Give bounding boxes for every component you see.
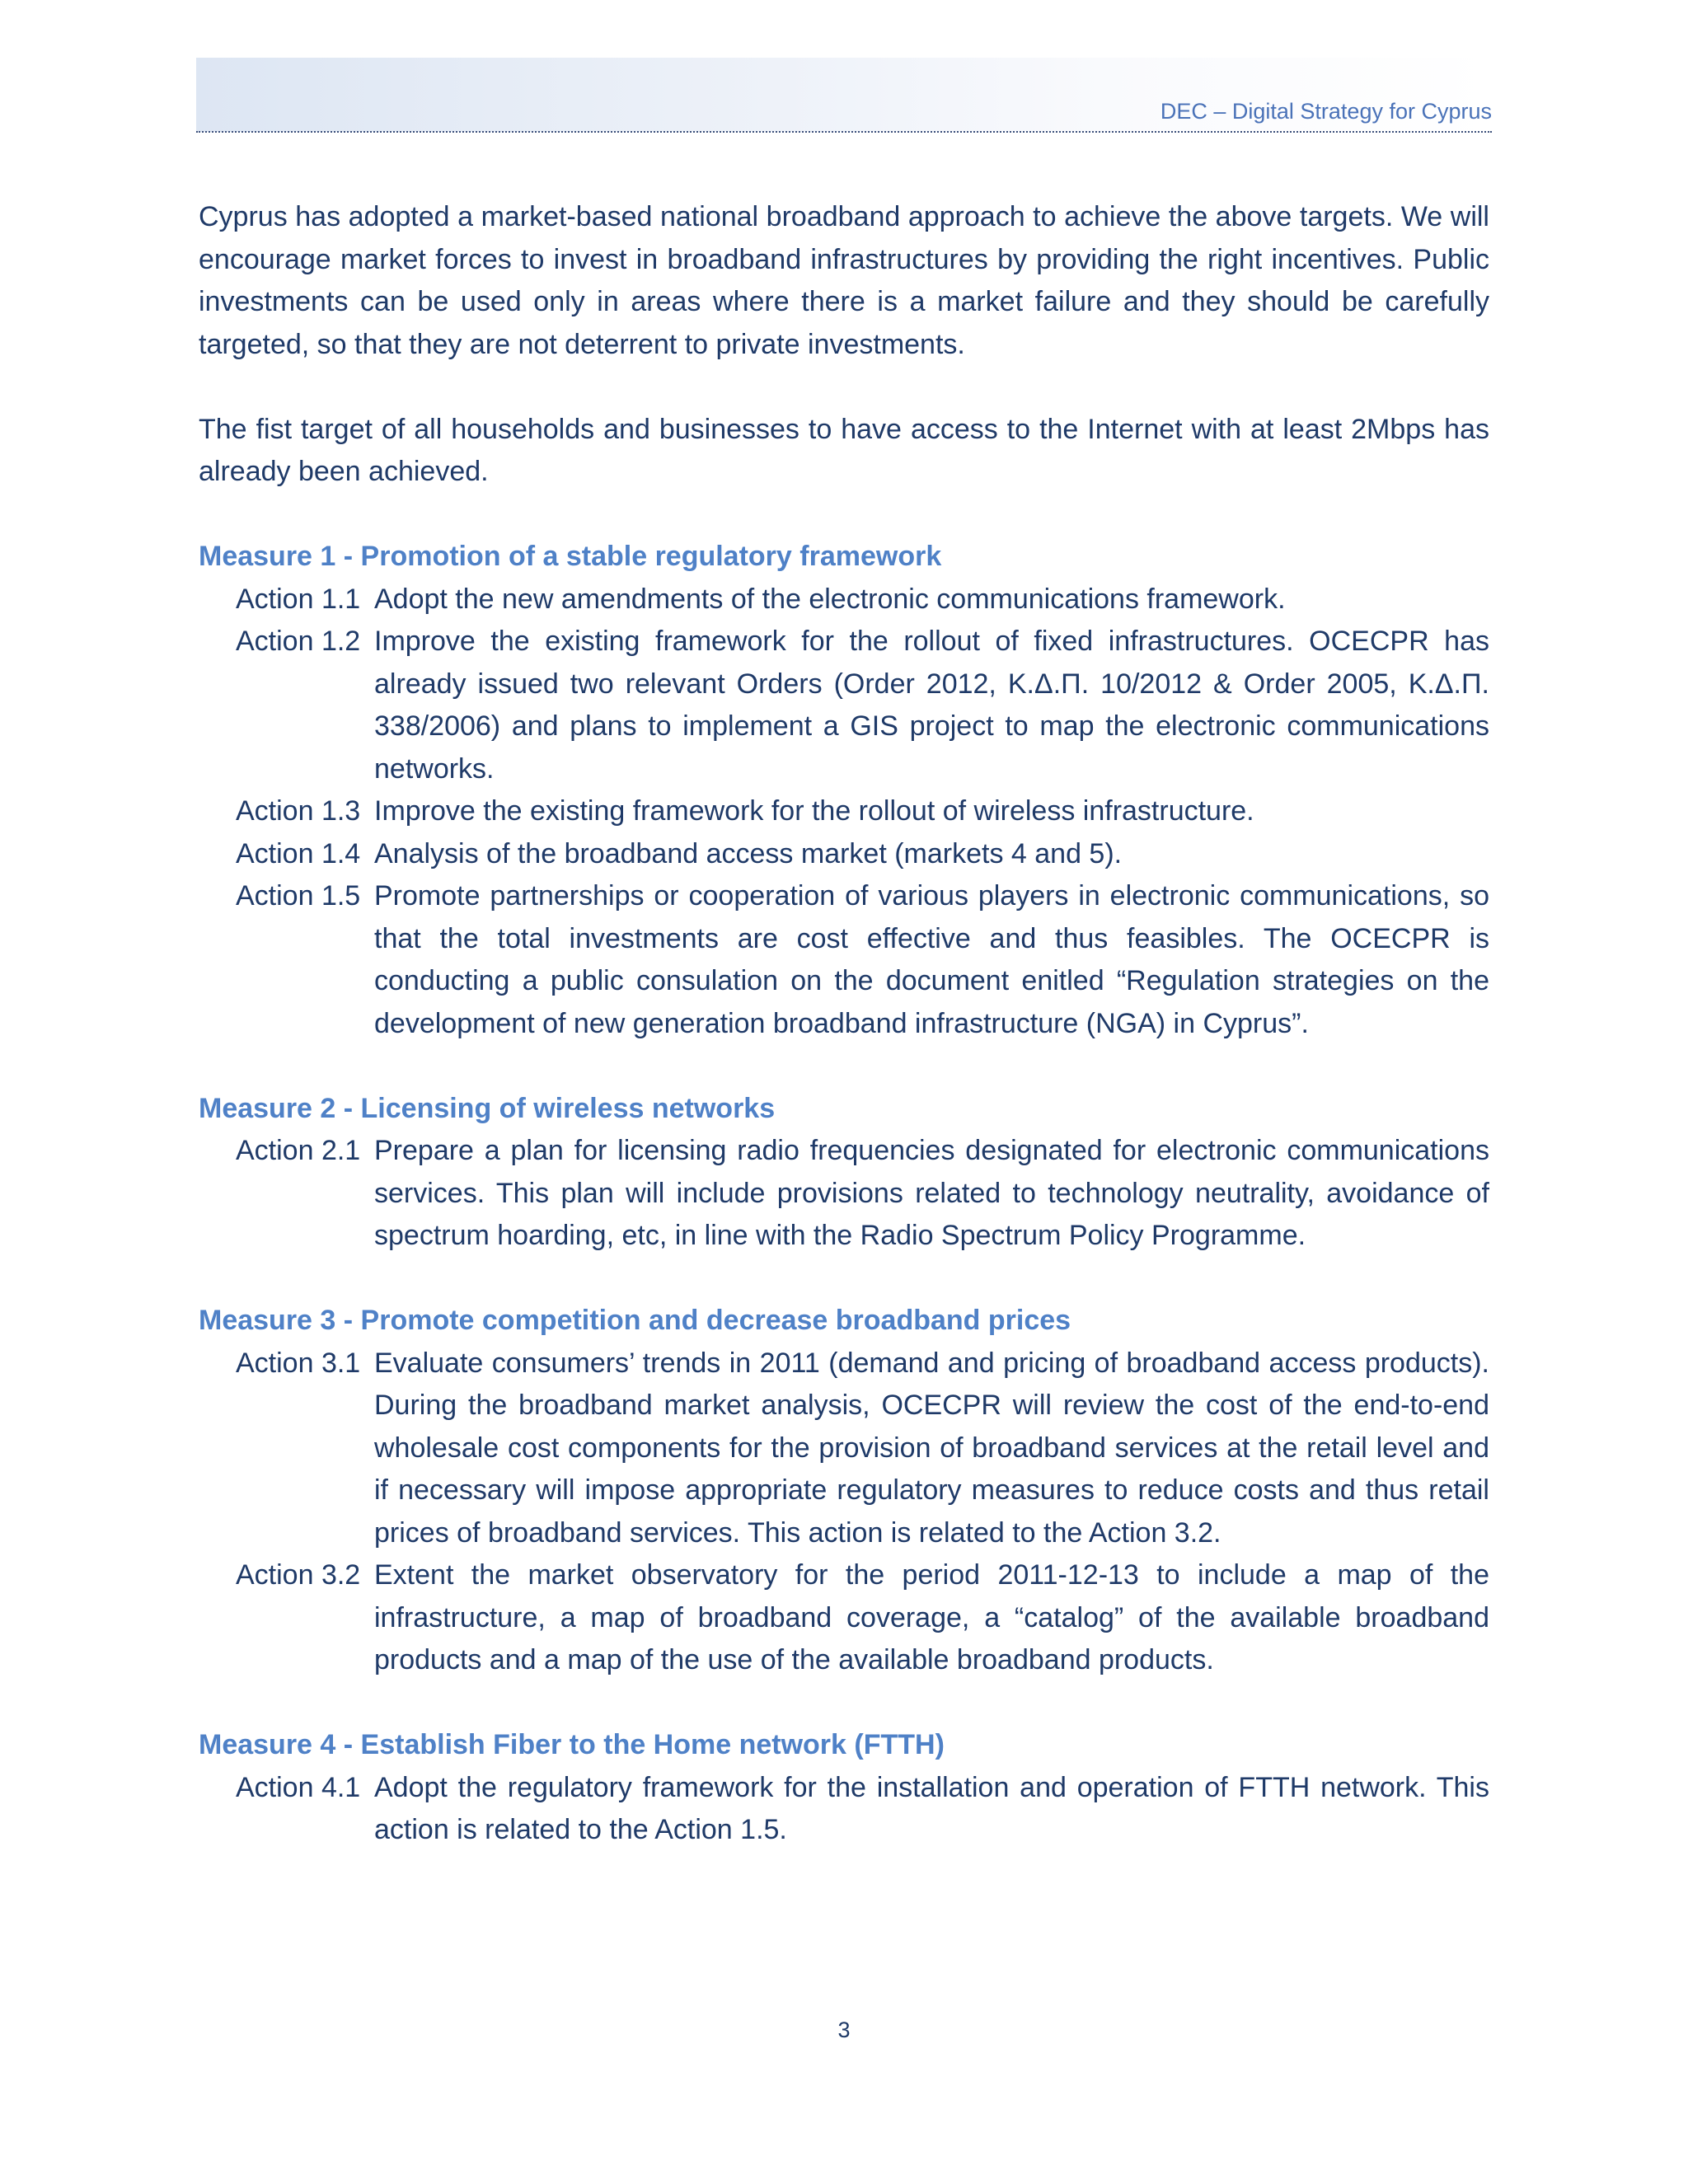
action-text: Promote partnerships or cooperation of various players in electronic communications, so that the total investments are cost effective and thus feasibles. The OCECPR is conducting a public consulation on the document enitled “Regulation strategies on the development of new generation broadband infrastructure (NGA) in Cyprus”.	[374, 880, 1489, 1039]
action-label: Action 1.3	[236, 795, 361, 827]
action-label: Action 1.5	[236, 880, 361, 912]
measure-2	[199, 1088, 1489, 1258]
measure-heading: Measure 1 - Promotion of a stable regulatory framework	[199, 541, 942, 572]
action-item	[199, 1554, 1489, 1682]
action-item	[199, 875, 1489, 1045]
action-item	[199, 621, 1489, 790]
action-item	[199, 833, 1489, 876]
intro-paragraph: Cyprus has adopted a market-based national broadband approach to achieve the above targets. We will encourage market forces to invest in broadband infrastructures by providing the right incentives. Public investments can be used only in areas where there is a market failure and they should be carefully targeted, so that they are not deterrent to private investments.	[199, 201, 1489, 360]
action-item	[199, 1343, 1489, 1555]
measure-heading: Measure 2 - Licensing of wireless networks	[199, 1092, 776, 1124]
measure-heading: Measure 3 - Promote competition and decrease broadband prices	[199, 1305, 1071, 1336]
action-item	[199, 1767, 1489, 1852]
target-paragraph: The fist target of all households and businesses to have access to the Internet with at least 2Mbps has already been achieved.	[199, 413, 1489, 487]
page-content	[199, 196, 1489, 1894]
action-label: Action 3.2	[236, 1559, 361, 1591]
running-header: DEC – Digital Strategy for Cyprus	[1160, 99, 1492, 124]
action-text: Improve the existing framework for the rollout of wireless infrastructure.	[374, 795, 1254, 827]
action-text: Prepare a plan for licensing radio frequencies designated for electronic communications services. This plan will include provisions related to technology neutrality, avoidance of spectrum hoarding, etc, in line with the Radio Spectrum Policy Programme.	[374, 1135, 1489, 1251]
action-text: Extent the market observatory for the period 2011-12-13 to include a map of the infrastructure, a map of broadband coverage, a “catalog” of the available broadband products and a map of the use of the available broadband products.	[374, 1559, 1489, 1675]
action-text: Improve the existing framework for the rollout of fixed infrastructures. OCECPR has already issued two relevant Orders (Order 2012, Κ.Δ.Π. 10/2012 & Order 2005, Κ.Δ.Π. 338/2006) and plans to implement a GIS project to map the electronic communications networks.	[374, 626, 1489, 785]
action-text: Adopt the new amendments of the electronic communications framework.	[374, 583, 1286, 615]
measure-heading: Measure 4 - Establish Fiber to the Home network (FTTH)	[199, 1729, 945, 1760]
action-label: Action 1.4	[236, 837, 361, 869]
action-label: Action 4.1	[236, 1771, 361, 1803]
action-text: Evaluate consumers’ trends in 2011 (demand and pricing of broadband access products). During the broadband market analysis, OCECPR will review the cost of the end-to-end wholesale cost components for the provision of broadband services at the retail level and if necessary will impose appropriate regulatory measures to reduce costs and thus retail prices of broadband services. This action is related to the Action 3.2.	[374, 1347, 1489, 1549]
action-item	[199, 1130, 1489, 1258]
action-label: Action 1.2	[236, 626, 361, 657]
action-label: Action 1.1	[236, 583, 361, 615]
action-label: Action 3.1	[236, 1347, 361, 1379]
measure-3	[199, 1300, 1489, 1682]
action-text: Analysis of the broadband access market (markets 4 and 5).	[374, 837, 1123, 869]
action-item	[199, 579, 1489, 621]
measure-4	[199, 1724, 1489, 1852]
page-number: 3	[837, 2018, 851, 2042]
header-divider	[196, 131, 1492, 133]
measure-1	[199, 536, 1489, 1045]
action-text: Adopt the regulatory framework for the installation and operation of FTTH network. This action is related to the Action 1.5.	[374, 1771, 1489, 1845]
action-label: Action 2.1	[236, 1135, 361, 1166]
action-item	[199, 790, 1489, 833]
